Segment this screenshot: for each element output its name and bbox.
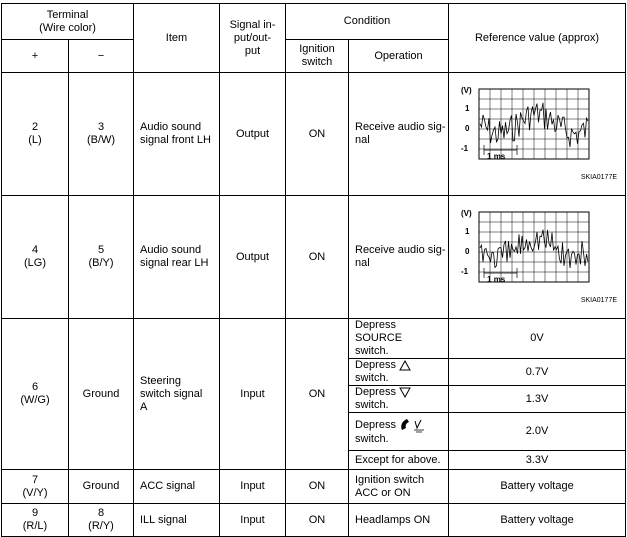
plus-terminal: 6 (W/G) [2, 319, 69, 470]
up-triangle-icon [399, 360, 411, 371]
item-cell: Steering switch signal A [134, 319, 220, 470]
ignition-cell: ON [286, 196, 349, 319]
value-cell: 0.7V [449, 359, 626, 386]
operation-cell: Except for above. [349, 451, 449, 470]
ignition-cell: ON [286, 319, 349, 470]
terminal-reference-table [1, 3, 626, 537]
table-row [2, 504, 626, 537]
plus-terminal: 9 (R/L) [2, 504, 69, 537]
table-row [2, 470, 626, 504]
signal-cell: Output [220, 73, 286, 196]
minus-terminal: Ground [69, 319, 134, 470]
minus-terminal: Ground [69, 470, 134, 504]
plus-terminal: 2 (L) [2, 73, 69, 196]
oscilloscope-waveform: (V) 1 0 -1 1 ms SKIA0177E [449, 73, 626, 196]
table-row [2, 196, 626, 319]
plus-terminal: 4 (LG) [2, 196, 69, 319]
item-header: Item [134, 4, 220, 73]
terminal-header: Terminal (Wire color) [2, 4, 134, 40]
operation-cell: Depress switch. [349, 413, 449, 451]
value-cell: Battery voltage [449, 470, 626, 504]
minus-terminal: 5 (B/Y) [69, 196, 134, 319]
operation-header: Operation [349, 40, 449, 73]
down-triangle-icon [399, 387, 411, 398]
ignition-cell: ON [286, 504, 349, 537]
operation-cell: Receive audio sig- nal [349, 196, 449, 319]
item-cell: ILL signal [134, 504, 220, 537]
signal-cell: Output [220, 196, 286, 319]
ignition-header: Ignition switch [286, 40, 349, 73]
minus-header: − [69, 40, 134, 73]
phone-voice-icon [399, 417, 427, 433]
value-cell: 1.3V [449, 386, 626, 413]
plus-terminal: 7 (V/Y) [2, 470, 69, 504]
value-cell: Battery voltage [449, 504, 626, 537]
operation-cell: Headlamps ON [349, 504, 449, 537]
item-cell: Audio sound signal front LH [134, 73, 220, 196]
value-cell: 0V [449, 319, 626, 359]
value-cell: 3.3V [449, 451, 626, 470]
minus-terminal: 3 (B/W) [69, 73, 134, 196]
oscilloscope-waveform: (V) 1 0 -1 1 ms SKIA0177E [449, 196, 626, 319]
item-cell: Audio sound signal rear LH [134, 196, 220, 319]
table-row [2, 319, 626, 359]
operation-cell: Ignition switch ACC or ON [349, 470, 449, 504]
operation-cell: Receive audio sig- nal [349, 73, 449, 196]
ignition-cell: ON [286, 73, 349, 196]
operation-cell: Depress SOURCE switch. [349, 319, 449, 359]
minus-terminal: 8 (R/Y) [69, 504, 134, 537]
signal-header: Signal in- put/out- put [220, 4, 286, 73]
condition-header: Condition [286, 4, 449, 40]
value-cell: 2.0V [449, 413, 626, 451]
table-row [2, 73, 626, 196]
reference-header: Reference value (approx) [449, 4, 626, 73]
signal-cell: Input [220, 504, 286, 537]
signal-cell: Input [220, 470, 286, 504]
plus-header: + [2, 40, 69, 73]
item-cell: ACC signal [134, 470, 220, 504]
ignition-cell: ON [286, 470, 349, 504]
signal-cell: Input [220, 319, 286, 470]
operation-cell: Depress switch. [349, 386, 449, 413]
operation-cell: Depress switch. [349, 359, 449, 386]
